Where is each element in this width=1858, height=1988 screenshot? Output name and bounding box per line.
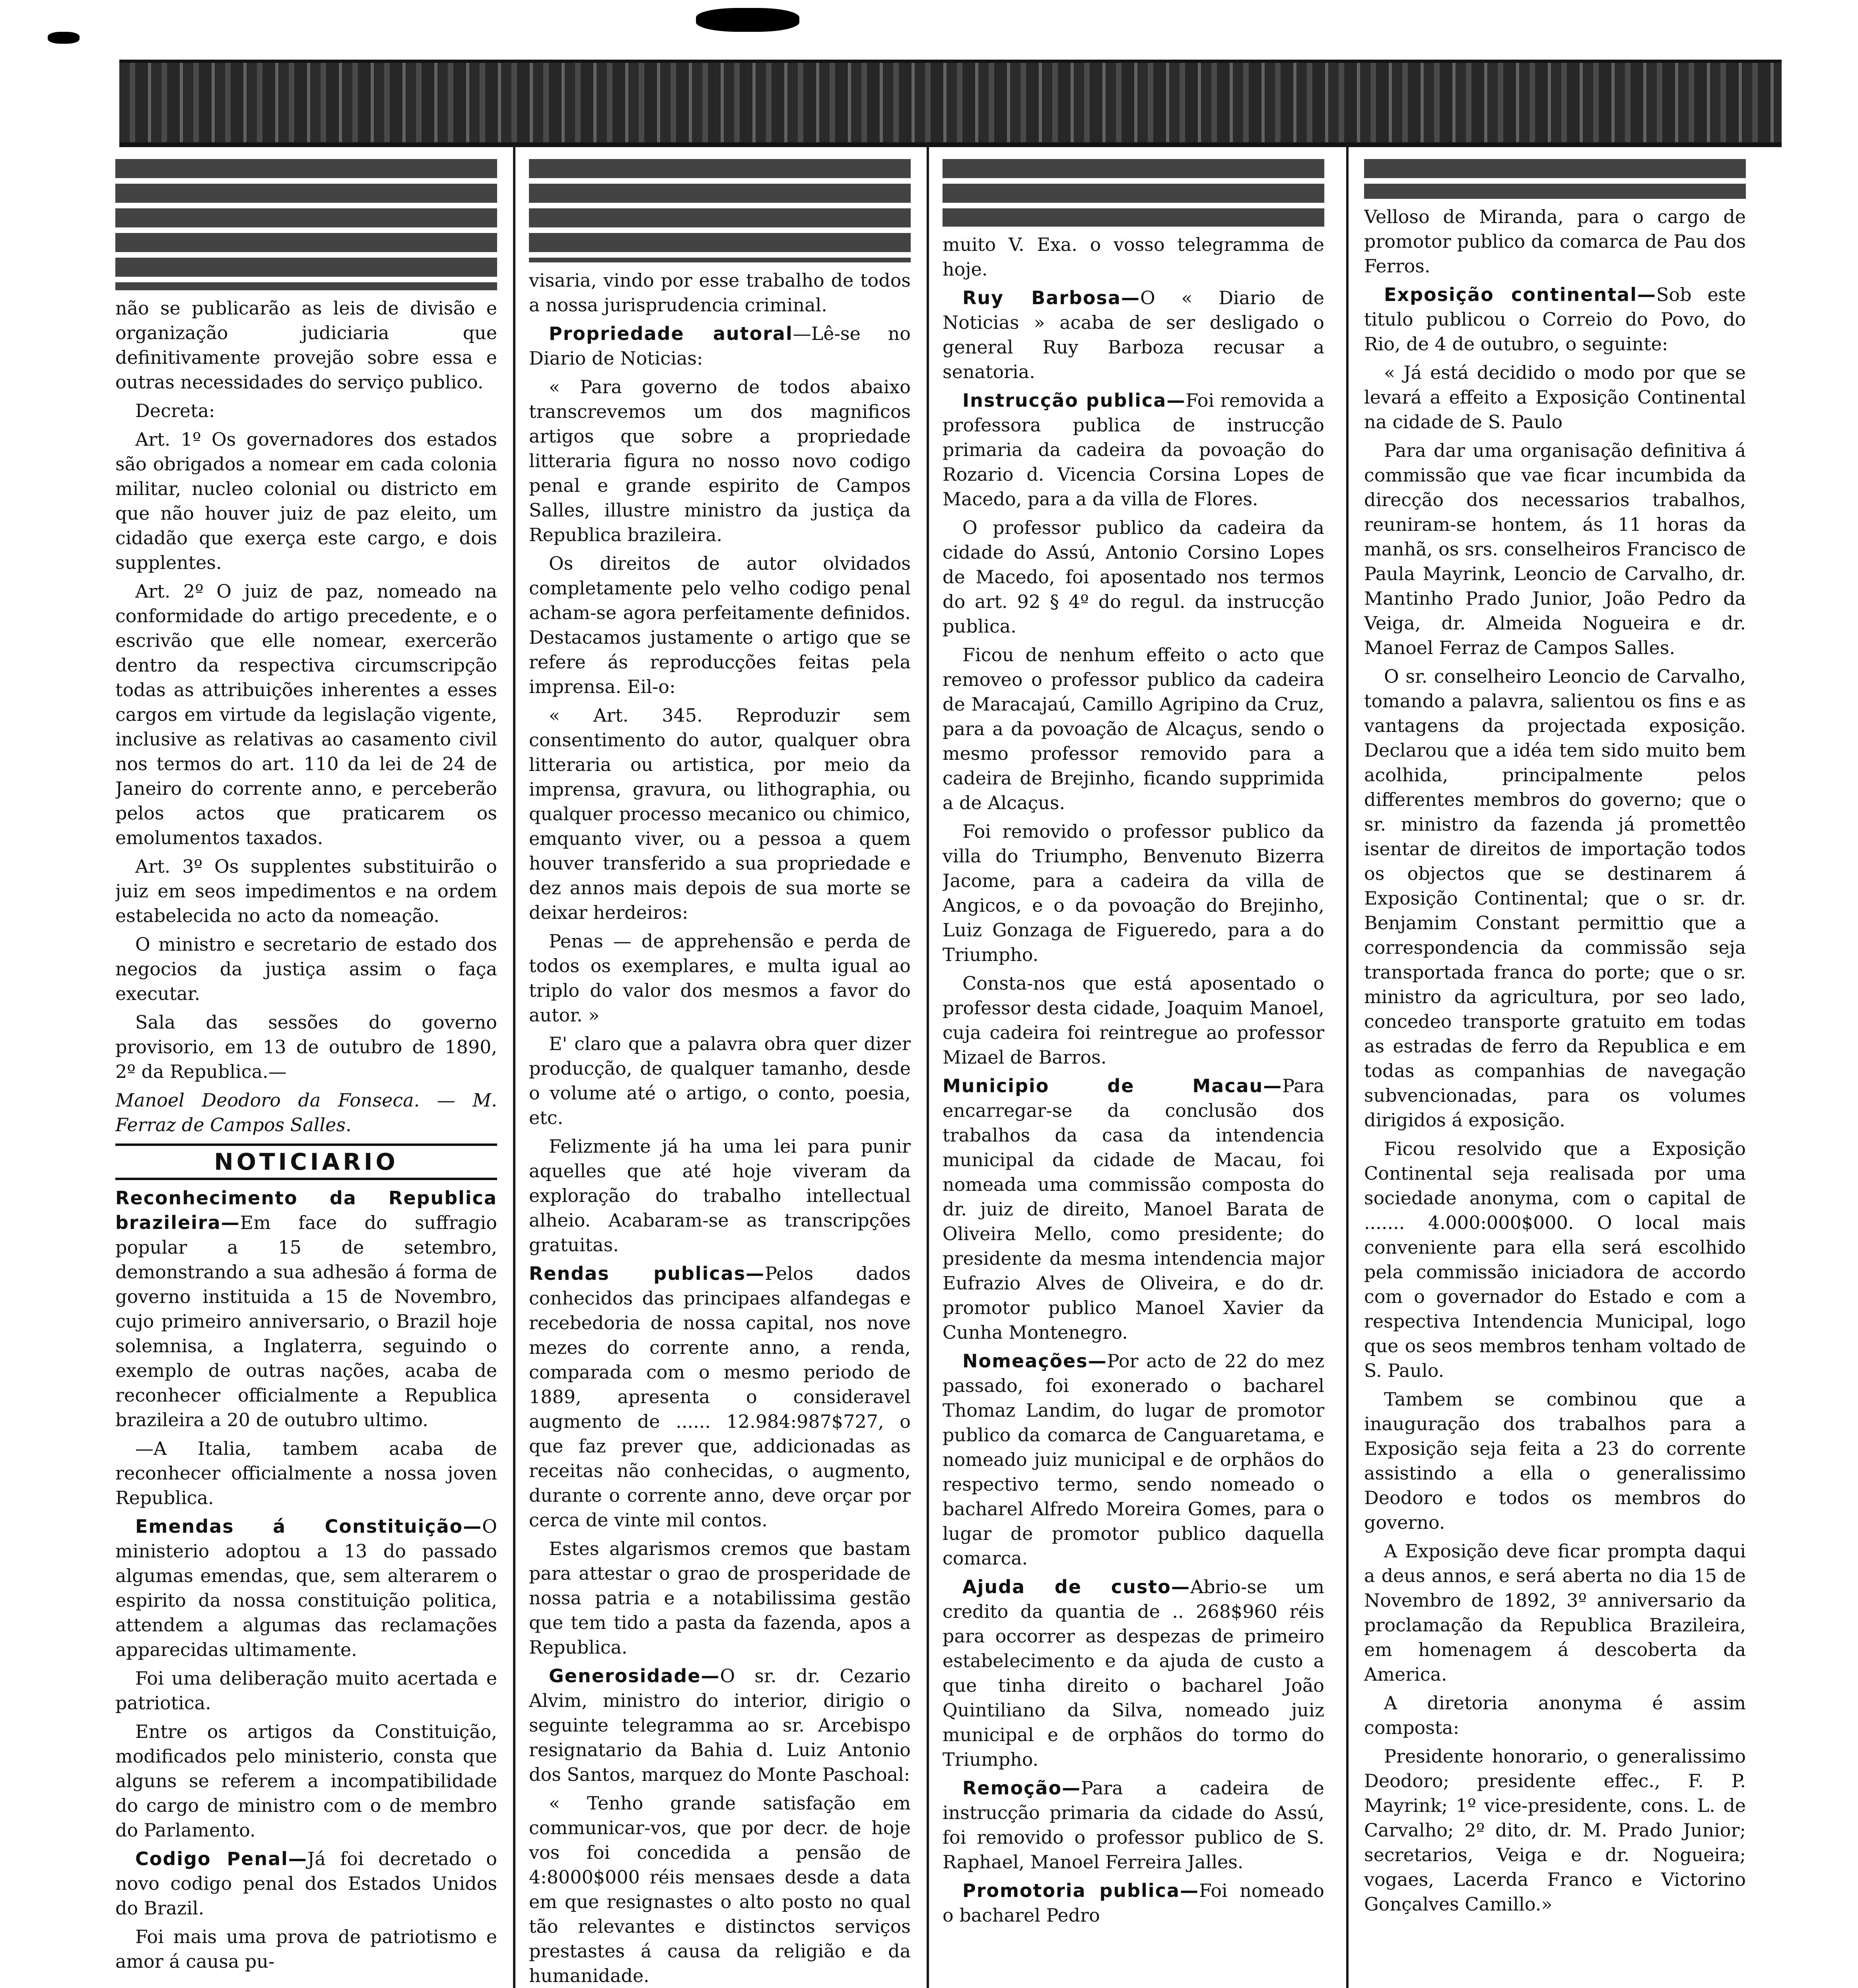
ink-smear bbox=[696, 8, 799, 32]
article-text: O ministerio adoptou a 13 do passado algumas emendas, que, sem alterarem o espirito da nossa constituição politica, attendem a algumas das reclamações apparecidas ultimamente. bbox=[115, 1516, 497, 1660]
article-text: Tambem se combinou que a inauguração dos trabalhos para a Exposição seja feita a 23 do corrente assistindo a ella o generalissimo Deodoro e todos os membros do governo. bbox=[1364, 1388, 1746, 1533]
article-text: « Art. 345. Reproduzir sem consentimento do autor, qualquer obra litteraria ou artistica, por meio da imprensa, gravura, ou lithographia, ou qualquer processo mecanico ou chimico, emquanto viver, ou a pessoa a quem houver transferido a sua propriedade e dez annos mais depois de sua morte se deixar herdeiros: bbox=[529, 705, 911, 923]
article-paragraph bbox=[115, 427, 497, 575]
article-text: muito V. Exa. o vosso telegramma de hoje. bbox=[943, 234, 1324, 280]
article-paragraph bbox=[115, 1924, 497, 1974]
article-text: O « Diario de Noticias » acaba de ser desligado o general Ruy Barboza recusar a senatoria. bbox=[943, 287, 1324, 382]
article-text: O ministro e secretario de estado dos negocios da justiça assim o faça executar. bbox=[115, 934, 497, 1004]
article-text: Foi nomeado o bacharel Pedro bbox=[943, 1880, 1324, 1926]
article-paragraph bbox=[1364, 282, 1746, 356]
article-paragraph bbox=[943, 515, 1324, 639]
article-heading: Nomeações— bbox=[962, 1350, 1107, 1372]
article-paragraph bbox=[529, 321, 911, 371]
article-paragraph bbox=[529, 929, 911, 1027]
article-text: « Já está decidido o modo por que se levará a effeito a Exposição Continental na cidade de S. Paulo bbox=[1364, 362, 1746, 433]
article-text: Em face do suffragio popular a 15 de setembro, demonstrando a sua adhesão á forma de governo instituida a 15 de Novembro, cujo primeiro anniversario, o Brazil hoje solemnisa, a Inglaterra, seguindo o exemplo de outras nações, acaba de reconhecer officialmente a Republica brazileira a 20 de outubro ultimo. bbox=[115, 1212, 497, 1431]
article-text: Já foi decretado o novo codigo penal dos Estados Unidos do Brazil. bbox=[115, 1848, 497, 1919]
article-heading: Exposição continental— bbox=[1384, 284, 1656, 305]
article-text: Pelos dados conhecidos das principaes alfandegas e recebedoria de nossa capital, nos nove mezes do corrente anno, a renda, comparada com o mesmo periodo de 1889, apresenta o consideravel augmento de ...... 12.984:987$727, o que faz prever que, addicionadas as receitas não conhecidas, o augmento, durante o corrente anno, deve orçar por cerca de vinte mil contos. bbox=[529, 1263, 911, 1531]
article-text: Art. 3º Os supplentes substituirão o juiz em seos impedimentos e na ordem estabelecida no acto da nomeação. bbox=[115, 856, 497, 926]
column-2 bbox=[529, 159, 911, 1988]
article-paragraph bbox=[115, 579, 497, 850]
article-paragraph bbox=[529, 375, 911, 547]
article-text: A diretoria anonyma é assim composta: bbox=[1364, 1692, 1746, 1738]
article-paragraph bbox=[1364, 1539, 1746, 1687]
article-paragraph bbox=[943, 1074, 1324, 1345]
article-heading: Generosidade— bbox=[549, 1665, 720, 1687]
masthead-smudge bbox=[119, 60, 1782, 147]
article-heading: Ruy Barbosa— bbox=[962, 287, 1140, 309]
article-text: Foi mais uma prova de patriotismo e amor á causa pu- bbox=[115, 1926, 497, 1972]
article-heading: Rendas publicas— bbox=[529, 1263, 765, 1284]
ink-smear bbox=[48, 32, 80, 44]
article-text: Sala das sessões do governo provisorio, em 13 de outubro de 1890, 2º da Republica.— bbox=[115, 1011, 497, 1082]
article-text: Consta-nos que está aposentado o professor desta cidade, Joaquim Manoel, cuja cadeira foi reintregue ao professor Mizael de Barros. bbox=[943, 973, 1324, 1068]
article-text: Estes algarismos cremos que bastam para attestar o grao de prosperidade de nossa patria e a notabilissima gestão que tem tido a pasta da fazenda, apos a Republica. bbox=[529, 1538, 911, 1658]
article-text: Abrio-se um credito da quantia de .. 268$960 réis para occorrer as despezas de primeiro estabelecimento e da ajuda de custo a que tinha direito o bacharel João Quintiliano da Silva, nomeado juiz municipal e de orphãos do tormo do Triumpho. bbox=[943, 1576, 1324, 1770]
article-text: Velloso de Miranda, para o cargo de promotor publico da comarca de Pau dos Ferros. bbox=[1364, 206, 1746, 277]
article-paragraph bbox=[943, 1574, 1324, 1772]
article-paragraph bbox=[529, 1791, 911, 1988]
column-1 bbox=[115, 159, 497, 1988]
article-text: Art. 1º Os governadores dos estados são obrigados a nomear em cada colonia militar, nucleo colonial ou districto em que não houver juiz de paz eleito, um cidadão que exerça este cargo, e dois supplentes. bbox=[115, 429, 497, 573]
article-text: Os direitos de autor olvidados completamente pelo velho codigo penal acham-se agora perfeitamente definidos. Destacamos justamente o artigo que se refere ás reproducções feitas pela imprensa. Eil-o: bbox=[529, 553, 911, 697]
article-text: —A Italia, tambem acaba de reconhecer officialmente a nossa joven Republica. bbox=[115, 1438, 497, 1508]
article-paragraph bbox=[943, 971, 1324, 1070]
article-text: Presidente honorario, o generalissimo Deodoro; presidente effec., F. P. Mayrink; 1º vice-presidente, cons. L. de Carvalho; 2º dito, dr. M. Prado Junior; secretarios, Veiga e dr. Nogueira; vogaes, Lacerda Franco e Victorino Gonçalves Camillo.» bbox=[1364, 1745, 1746, 1915]
article-heading: Instrucção publica— bbox=[962, 390, 1186, 411]
illegible-smudge bbox=[115, 159, 497, 290]
article-text: O sr. dr. Cezario Alvim, ministro do interior, dirigio o seguinte telegramma ao sr. Arcebispo resignatario da Bahia d. Luiz Antonio dos Santos, marquez do Monte Paschoal: bbox=[529, 1665, 911, 1785]
article-text: « Para governo de todos abaixo transcrevemos um dos magnificos artigos que sobre a propriedade litteraria figura no nosso novo codigo penal e grande espirito de Campos Salles, illustre ministro da justiça da Republica brazileira. bbox=[529, 376, 911, 546]
article-heading: Reconhecimento da Republica brazileira— bbox=[115, 1187, 497, 1233]
article-paragraph bbox=[529, 1031, 911, 1130]
article-text: não se publicarão as leis de divisão e organização judiciaria que definitivamente provejão sobre essa e outras necessidades do serviço publico. bbox=[115, 297, 497, 393]
article-text: Para encarregar-se da conclusão dos trabalhos da casa da intendencia municipal da cidade de Macau, foi nomeada uma commissão composta do dr. juiz de direito, Manoel Barata de Oliveira Mello, como presidente; do presidente da mesma intendencia major Eufrazio Alves de Oliveira, e do dr. promotor publico Manoel Xavier da Cunha Montenegro. bbox=[943, 1075, 1324, 1343]
article-paragraph bbox=[1364, 664, 1746, 1132]
article-paragraph bbox=[529, 1536, 911, 1660]
article-text: Manoel Deodoro da Fonseca. — M. Ferraz de Campos Salles. bbox=[115, 1089, 497, 1136]
article-text: Sob este titulo publicou o Correio do Povo, do Rio, de 4 de outubro, o seguinte: bbox=[1364, 284, 1746, 355]
article-paragraph bbox=[529, 703, 911, 925]
article-text: Foi removido o professor publico da villa do Triumpho, Benvenuto Bizerra Jacome, para a cadeira da villa de Angicos, e o da povoação do Brejinho, Luiz Gonzaga de Figueredo, para a do Triumpho. bbox=[943, 821, 1324, 965]
article-paragraph bbox=[115, 1186, 497, 1432]
article-heading: Propriedade autoral bbox=[549, 323, 793, 344]
article-heading: Codigo Penal— bbox=[135, 1848, 307, 1870]
article-paragraph bbox=[115, 1846, 497, 1920]
article-paragraph bbox=[115, 1514, 497, 1662]
article-paragraph bbox=[1364, 204, 1746, 278]
article-text: Art. 2º O juiz de paz, nomeado na conformidade do artigo precedente, e o escrivão que elle nomear, exercerão dentro da respectiva circumscripção todas as attribuições inherentes a esses cargos em virtude da legislação vigente, inclusive as relativas ao casamento civil nos termos do art. 110 da lei de 24 de Janeiro do corrente anno, e perceberão pelos actos que praticarem os emolumentos taxados. bbox=[115, 580, 497, 848]
article-heading: Promotoria publica— bbox=[962, 1880, 1199, 1901]
article-text: « Tenho grande satisfação em communicar-vos, que por decr. de hoje vos foi concedida a pensão de 4:8000$000 réis mensaes desde a data em que resignastes o alto posto no qual tão relevantes e distinctos serviços prestastes á causa da religião e da humanidade. bbox=[529, 1792, 911, 1986]
article-paragraph bbox=[115, 1088, 497, 1137]
article-paragraph bbox=[115, 1666, 497, 1715]
column-3 bbox=[943, 159, 1324, 1988]
article-paragraph bbox=[943, 1776, 1324, 1874]
article-paragraph bbox=[1364, 1136, 1746, 1383]
column-rule bbox=[927, 143, 929, 1988]
article-paragraph bbox=[115, 1719, 497, 1842]
article-text: Entre os artigos da Constituição, modificados pelo ministerio, consta que alguns se referem a incompatibilidade do cargo de ministro com o de membro do Parlamento. bbox=[115, 1721, 497, 1841]
article-paragraph bbox=[529, 1664, 911, 1787]
article-paragraph bbox=[1364, 438, 1746, 660]
article-heading: Remoção— bbox=[962, 1777, 1081, 1799]
article-text: O sr. conselheiro Leoncio de Carvalho, tomando a palavra, salientou os fins e as vantagens da projectada exposição. Declarou que a idéa tem sido muito bem acolhida, principalmente pelos differentes membros do governo; que o sr. ministro da fazenda já promettêo isentar de direitos de importação todos os objectos que se destinarem á Exposição Continental; que o sr. dr. Benjamim Constant permittio que a correspondencia da commissão seja transportada franca do porte; que o sr. ministro da agricultura, por seo lado, concedeo transporte gratuito em todas as estradas de ferro da Republica e em todas as companhias de navegação subvencionadas, para os volumes dirigidos á exposição. bbox=[1364, 666, 1746, 1131]
article-text: Ficou resolvido que a Exposição Continental seja realisada por uma sociedade anonyma, com o capital de ....... 4.000:000$000. O local mais conveniente para ella será escolhido pela commissão iniciadora de accordo com o governador do Estado e com a respectiva Intendencia Municipal, logo que os seos membros tenham voltado de S. Paulo. bbox=[1364, 1138, 1746, 1381]
article-paragraph bbox=[115, 398, 497, 423]
article-heading: Emendas á Constituição— bbox=[135, 1516, 482, 1537]
article-paragraph bbox=[115, 296, 497, 394]
article-paragraph bbox=[943, 285, 1324, 384]
article-text: visaria, vindo por esse trabalho de todos a nossa jurisprudencia criminal. bbox=[529, 270, 911, 316]
article-paragraph bbox=[115, 932, 497, 1006]
article-text: Ficou de nenhum effeito o acto que removeo o professor publico da cadeira de Maracajaú, Camillo Agripino da Cruz, para a da povoação de Alcaçus, sendo o mesmo professor removido para a cadeira de Brejinho, ficando supprimida a de Alcaçus. bbox=[943, 644, 1324, 813]
article-text: A Exposição deve ficar prompta daqui a deus annos, e será aberta no dia 15 de Novembro de 1892, 3º anniversario da proclamação da Republica Brazileira, em homenagem á descoberta da America. bbox=[1364, 1540, 1746, 1685]
article-paragraph bbox=[943, 1878, 1324, 1928]
article-text: Para dar uma organisação definitiva á commissão que vae ficar incumbida da direcção dos necessarios trabalhos, reuniram-se hontem, ás 11 horas da manhã, os srs. conselheiros Francisco de Paula Mayrink, Leoncio de Carvalho, dr. Mantinho Prado Junior, João Pedro da Veiga, dr. Almeida Nogueira e dr. Manoel Ferraz de Campos Salles. bbox=[1364, 440, 1746, 658]
article-text: —Lê-se no Diario de Noticias: bbox=[529, 323, 911, 369]
article-text: Para a cadeira de instrucção primaria da cidade do Assú, foi removido o professor publico de S. Raphael, Manoel Ferreira Jalles. bbox=[943, 1777, 1324, 1873]
article-paragraph bbox=[529, 1261, 911, 1532]
article-text: O professor publico da cadeira da cidade do Assú, Antonio Corsino Lopes de Macedo, foi aposentado nos termos do art. 92 § 4º do regul. da instrucção publica. bbox=[943, 517, 1324, 637]
article-paragraph bbox=[529, 551, 911, 699]
article-paragraph bbox=[943, 388, 1324, 511]
article-paragraph bbox=[943, 643, 1324, 815]
article-text: Foi uma deliberação muito acertada e patriotica. bbox=[115, 1668, 497, 1714]
illegible-smudge bbox=[1364, 159, 1746, 199]
article-paragraph bbox=[1364, 1387, 1746, 1535]
article-paragraph bbox=[115, 1436, 497, 1510]
article-paragraph bbox=[943, 232, 1324, 282]
section-title: NOTICIARIO bbox=[115, 1143, 497, 1180]
article-paragraph bbox=[115, 854, 497, 928]
article-paragraph bbox=[529, 1134, 911, 1257]
illegible-smudge bbox=[529, 159, 911, 262]
article-text: Felizmente já ha uma lei para punir aquelles que até hoje viveram da exploração do trabalho intellectual alheio. Acabaram-se as transcripções gratuitas. bbox=[529, 1136, 911, 1256]
article-paragraph bbox=[943, 819, 1324, 967]
illegible-smudge bbox=[943, 159, 1324, 227]
article-text: Penas — de apprehensão e perda de todos os exemplares, e multa igual ao triplo do valor dos mesmos a favor do autor. » bbox=[529, 930, 911, 1026]
article-paragraph bbox=[529, 268, 911, 317]
article-paragraph bbox=[943, 1349, 1324, 1571]
article-heading: Municipio de Macau— bbox=[943, 1075, 1283, 1097]
article-text: Por acto de 22 do mez passado, foi exonerado o bacharel Thomaz Landim, do lugar de promotor publico da comarca de Canguaretama, e nomeado juiz municipal e de orphãos do respectivo termo, sendo nomeado o bacharel Alfredo Moreira Gomes, para o lugar de promotor publico daquella comarca. bbox=[943, 1350, 1324, 1569]
article-text: Decreta: bbox=[135, 400, 215, 421]
article-text: Foi removida a professora publica de instrucção primaria da cadeira da povoação do Rozario d. Vicencia Corsina Lopes de Macedo, para a da villa de Flores. bbox=[943, 390, 1324, 510]
article-paragraph bbox=[1364, 1744, 1746, 1916]
column-rule bbox=[1346, 143, 1349, 1988]
article-text: E' claro que a palavra obra quer dizer producção, de qualquer tamanho, desde o volume até o artigo, o conto, poesia, etc. bbox=[529, 1033, 911, 1128]
article-heading: Ajuda de custo— bbox=[962, 1576, 1190, 1598]
column-4 bbox=[1364, 159, 1746, 1988]
article-paragraph bbox=[1364, 360, 1746, 434]
column-rule bbox=[513, 143, 515, 1988]
article-paragraph bbox=[115, 1010, 497, 1084]
article-paragraph bbox=[1364, 1691, 1746, 1740]
